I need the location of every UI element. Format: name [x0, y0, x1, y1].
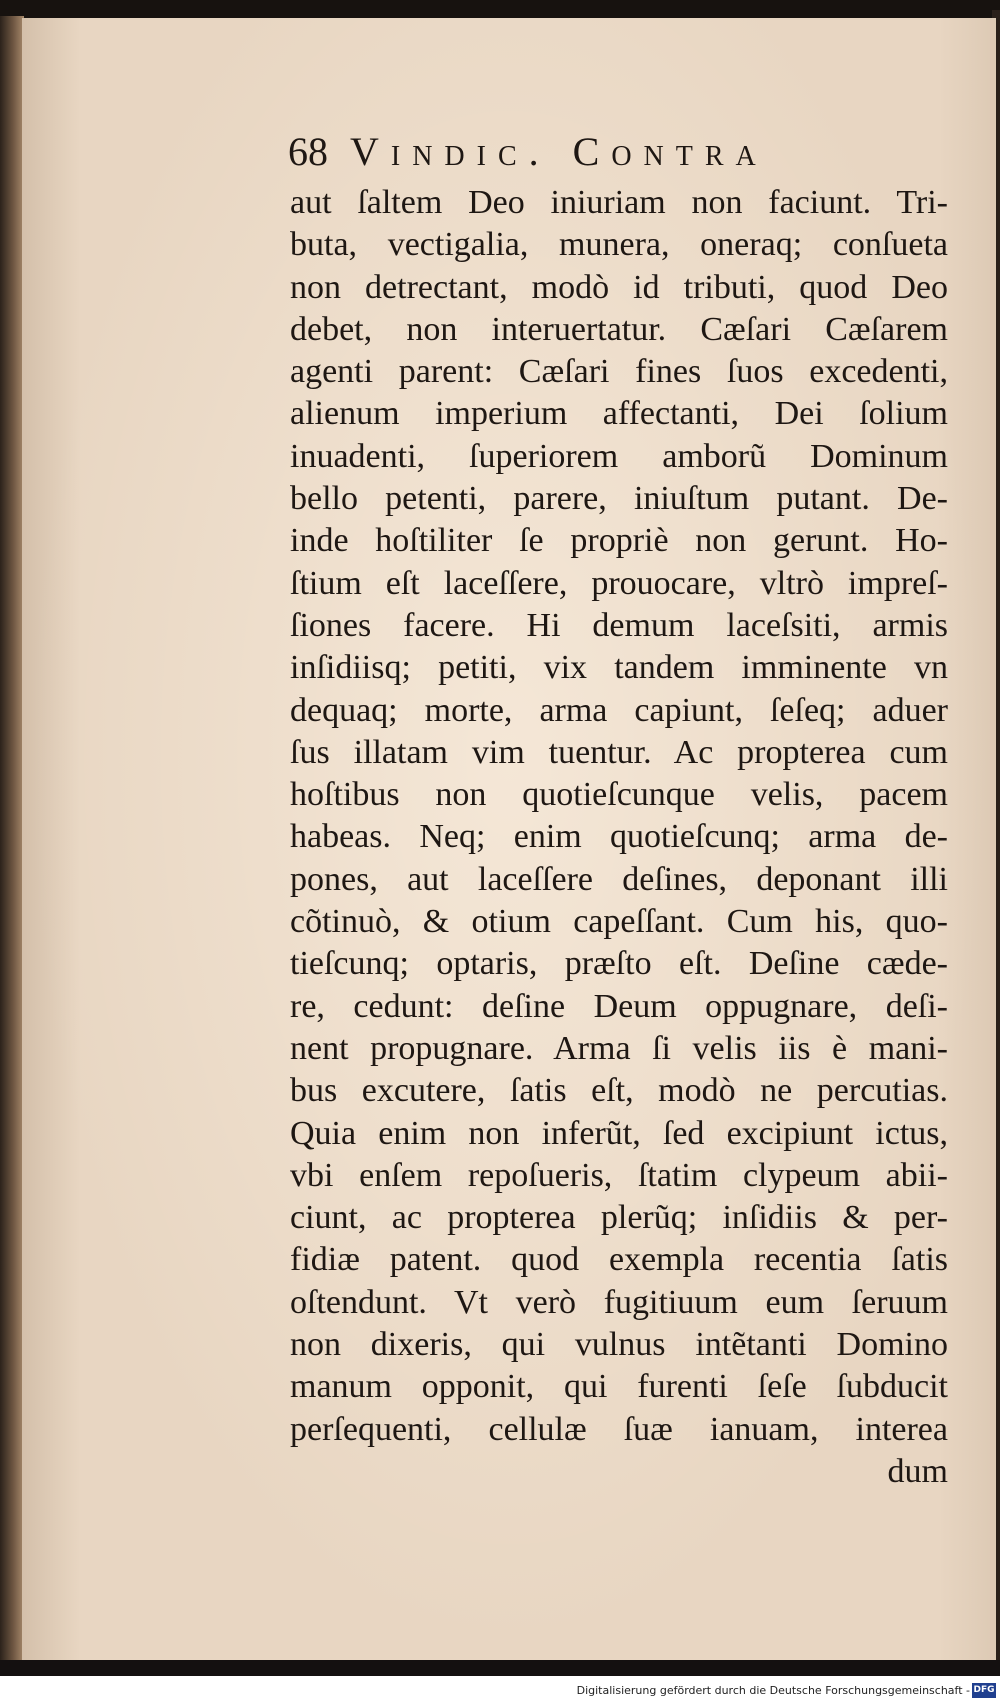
- catchword: dum: [887, 1452, 948, 1490]
- text-line: debet, non interuertatur. Cæſari Cæſarem: [290, 310, 948, 348]
- funding-credit: Digitalisierung gefördert durch die Deutsche Forschungsgemeinschaft -: [576, 1684, 970, 1697]
- text-line: cõtinuò, & otium capeſſant. Cum his, quo-: [290, 903, 948, 941]
- footer-bar: [0, 1676, 1000, 1707]
- text-line: buta, vectigalia, munera, oneraq; conſueta: [290, 226, 948, 264]
- text-line: alienum imperium affectanti, Dei ſolium: [290, 395, 948, 433]
- text-line: tieſcunq; optaris, præſto eſt. Deſine cæde-: [290, 945, 948, 983]
- text-line: bus excutere, ſatis eſt, modò ne percutias.: [290, 1072, 948, 1110]
- text-line: vbi enſem repoſueris, ſtatim clypeum abii-: [290, 1156, 948, 1194]
- text-line: dequaq; morte, arma capiunt, ſeſeq; aduer: [290, 691, 948, 729]
- text-line: perſequenti, cellulæ ſuæ ianuam, interea: [290, 1410, 948, 1448]
- text-line: habeas. Neq; enim quotieſcunq; arma de-: [290, 818, 948, 856]
- text-line: oſtendunt. Vt verò fugitiuum eum ſeruum: [290, 1283, 948, 1321]
- body-text: [290, 182, 948, 1493]
- text-line: ciunt, ac propterea plerũq; inſidiis & per-: [290, 1199, 948, 1237]
- text-line: inuadenti, ſuperiorem amborũ Dominum: [290, 437, 948, 475]
- running-head: [288, 128, 938, 175]
- text-line: inde hoſtiliter ſe propriè non gerunt. Ho-: [290, 522, 948, 560]
- bottom-border: [0, 1660, 1000, 1676]
- text-line: aut ſaltem Deo iniuriam non faciunt. Tri-: [290, 184, 948, 221]
- text-line: manum opponit, qui furenti ſeſe ſubducit: [290, 1368, 948, 1406]
- text-line: non detrectant, modò id tributi, quod Deo: [290, 268, 948, 306]
- binding-edge: [0, 16, 24, 1662]
- page-number: 68: [288, 129, 328, 174]
- text-line: hoſtibus non quotieſcunque velis, pacem: [290, 776, 948, 814]
- running-title: Vindic. Contra: [350, 129, 768, 174]
- text-line: ſus illatam vim tuentur. Ac propterea cum: [290, 733, 948, 771]
- text-line: fidiæ patent. quod exempla recentia ſatis: [290, 1241, 948, 1279]
- text-line: bello petenti, parere, iniuſtum putant. De-: [290, 480, 948, 518]
- text-line: inſidiisq; petiti, vix tandem imminente vn: [290, 649, 948, 687]
- text-line: re, cedunt: deſine Deum oppugnare, deſi-: [290, 987, 948, 1025]
- text-line: nent propugnare. Arma ſi velis iis è mani-: [290, 1029, 948, 1067]
- text-line: non dixeris, qui vulnus intẽtanti Domino: [290, 1326, 948, 1364]
- dfg-logo: DFG: [972, 1683, 996, 1698]
- text-line: pones, aut laceſſere deſines, deponant illi: [290, 860, 948, 898]
- text-line: agenti parent: Cæſari fines ſuos excedenti,: [290, 353, 948, 391]
- text-line: Quia enim non inferũt, ſed excipiunt ictus,: [290, 1114, 948, 1152]
- text-line: ſtium eſt laceſſere, prouocare, vltrò impreſ-: [290, 564, 948, 602]
- text-line: ſiones facere. Hi demum laceſsiti, armis: [290, 606, 948, 644]
